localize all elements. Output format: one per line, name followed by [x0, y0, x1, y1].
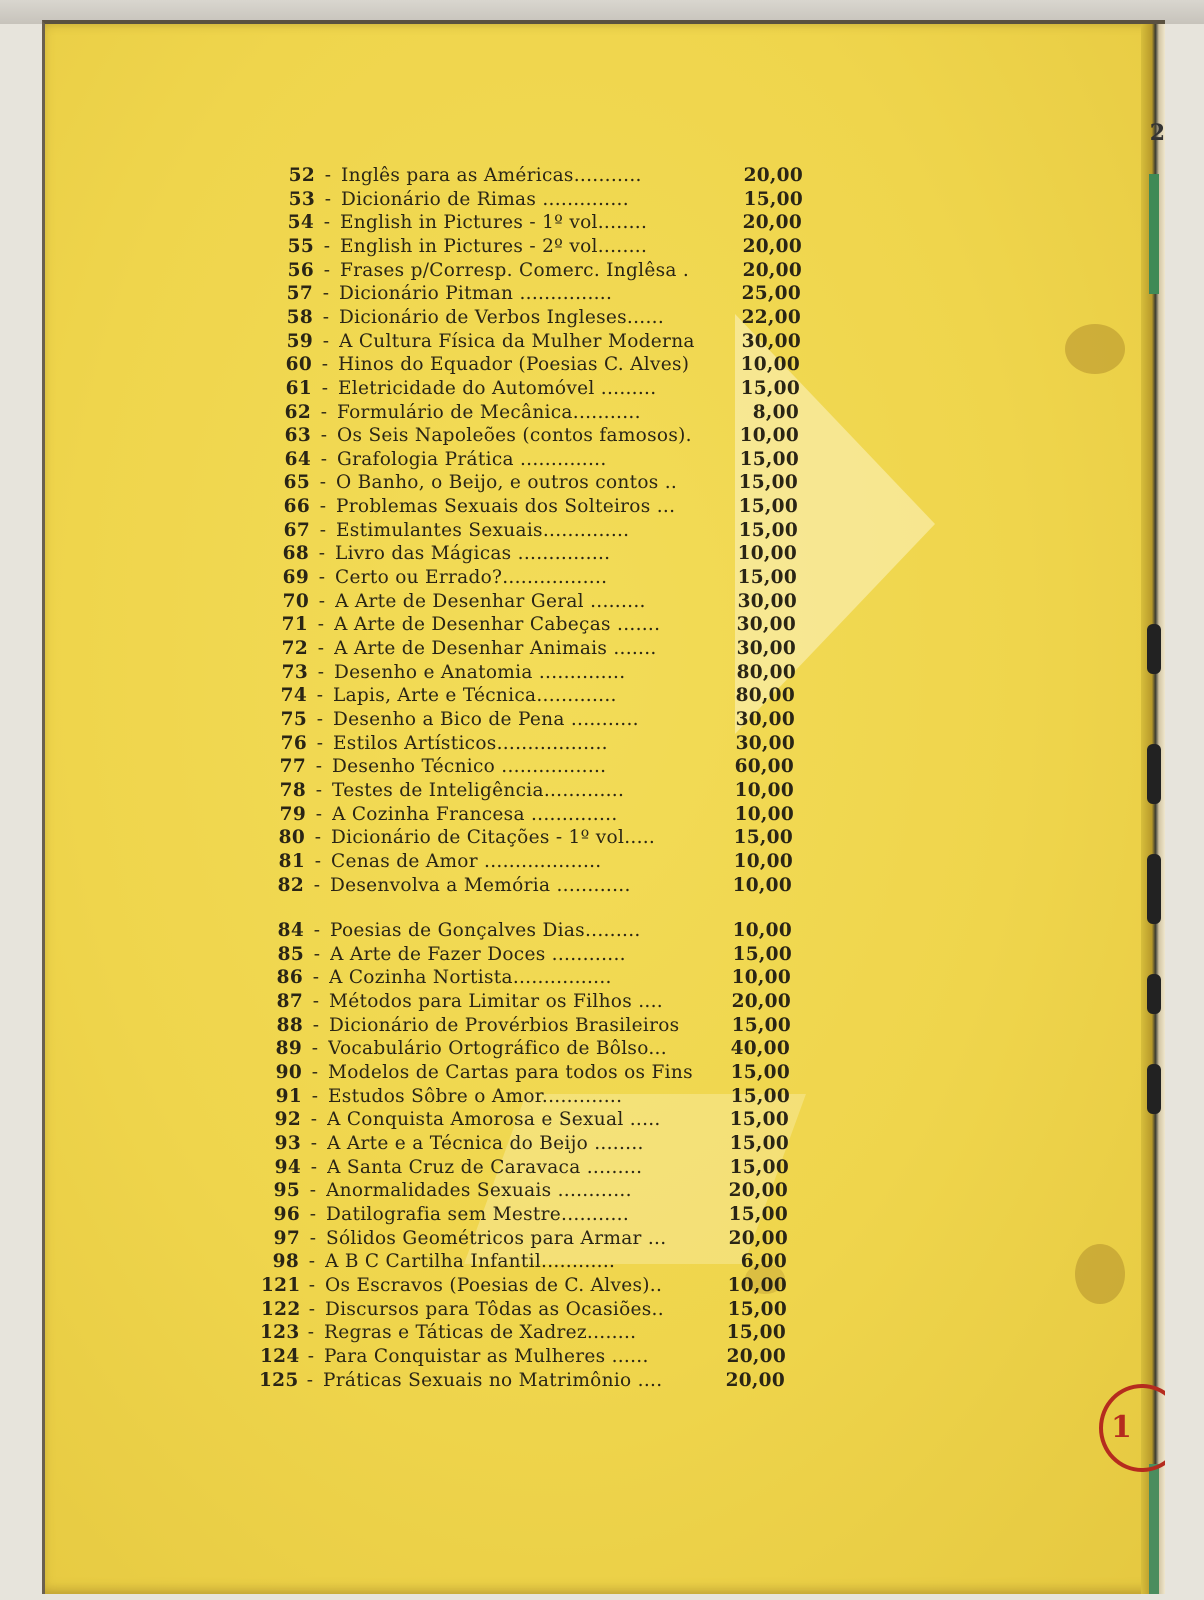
catalog-item	[266, 920, 792, 944]
catalog-item	[265, 967, 791, 991]
item-separator: -	[315, 803, 323, 825]
item-number: 96	[273, 1203, 300, 1225]
item-separator: -	[320, 425, 328, 447]
item-separator: -	[318, 543, 326, 565]
item-number: 84	[277, 920, 304, 942]
item-separator: -	[321, 377, 329, 399]
item-separator: -	[313, 943, 321, 965]
catalog-item	[269, 709, 795, 733]
catalog-item	[261, 1251, 787, 1275]
back-cover	[42, 20, 1165, 1594]
item-separator: -	[323, 212, 331, 234]
item-title: Anormalidades Sexuais ............	[326, 1180, 632, 1202]
item-separator: -	[324, 165, 332, 186]
item-price: 20,00	[742, 212, 802, 234]
item-separator: -	[310, 1109, 318, 1131]
item-number: 81	[278, 850, 305, 872]
item-price: 20,00	[742, 235, 802, 257]
item-price: 10,00	[739, 425, 799, 447]
item-title: Sólidos Geométricos para Armar ...	[326, 1227, 667, 1249]
item-title: Estilos Artísticos..................	[333, 732, 608, 754]
item-separator: -	[322, 330, 330, 352]
item-separator: -	[309, 1227, 317, 1249]
item-number: 55	[287, 235, 314, 257]
item-separator: -	[313, 920, 321, 942]
item-title: Grafologia Prática ..............	[337, 448, 607, 470]
item-separator: -	[313, 874, 321, 896]
item-separator: -	[318, 590, 326, 612]
item-separator: -	[310, 1156, 318, 1178]
item-number: 63	[284, 425, 311, 447]
item-number: 71	[281, 614, 308, 636]
item-number: 87	[276, 991, 303, 1013]
item-title: Datilografia sem Mestre...........	[326, 1203, 630, 1225]
item-price: 40,00	[730, 1038, 790, 1060]
item-price: 30,00	[736, 638, 796, 659]
item-price: 30,00	[741, 330, 801, 352]
item-separator: -	[308, 1298, 316, 1320]
side-page-mark: 2	[1149, 120, 1165, 146]
item-price: 20,00	[726, 1345, 786, 1367]
catalog-item	[264, 1038, 790, 1062]
item-title: Certo ou Errado?.................	[335, 567, 608, 589]
catalog-item	[276, 260, 802, 284]
item-separator: -	[322, 306, 330, 328]
item-number: 57	[286, 283, 313, 305]
item-price: 15,00	[729, 1109, 789, 1131]
item-title: A Cozinha Nortista................	[329, 967, 612, 989]
catalog-item	[274, 378, 800, 402]
item-price: 10,00	[732, 874, 792, 896]
item-price: 20,00	[743, 165, 803, 186]
catalog-item	[271, 567, 797, 591]
item-price: 15,00	[738, 472, 798, 494]
item-title: Estudos Sôbre o Amor.............	[328, 1085, 623, 1107]
item-price: 15,00	[739, 448, 799, 470]
item-number: 79	[279, 803, 306, 825]
catalog-item	[263, 1157, 789, 1181]
item-title: A B C Cartilha Infantil............	[325, 1251, 616, 1273]
item-number: 98	[272, 1251, 299, 1273]
item-price: 30,00	[735, 708, 795, 730]
item-price: 15,00	[743, 188, 803, 210]
item-price: 15,00	[740, 377, 800, 399]
item-separator: -	[306, 1369, 314, 1391]
item-number: 66	[283, 496, 310, 518]
item-separator: -	[319, 519, 327, 541]
item-separator: -	[317, 661, 325, 683]
item-number: 90	[275, 1062, 302, 1084]
catalog-item	[270, 614, 796, 638]
item-number: 68	[282, 543, 309, 565]
item-separator: -	[310, 1133, 318, 1154]
item-price: 10,00	[740, 354, 800, 376]
catalog-item	[276, 212, 802, 236]
item-title: Dicionário de Verbos Ingleses......	[339, 306, 665, 328]
stamp-text: 1	[1111, 1410, 1132, 1445]
item-separator: -	[324, 188, 332, 210]
item-price: 30,00	[736, 614, 796, 636]
item-title: A Arte e a Técnica do Beijo ........	[327, 1133, 644, 1154]
item-title: Estimulantes Sexuais..............	[336, 519, 630, 541]
catalog-item	[271, 543, 797, 567]
catalog-item	[260, 1346, 786, 1370]
item-price: 15,00	[728, 1203, 788, 1225]
item-number: 94	[274, 1156, 301, 1178]
catalog-item	[272, 496, 798, 520]
catalog-item	[274, 354, 800, 378]
catalog-item	[263, 1109, 789, 1133]
item-separator: -	[311, 1085, 319, 1107]
item-price: 22,00	[741, 306, 801, 328]
catalog-item	[266, 944, 792, 968]
item-separator: -	[311, 1038, 319, 1060]
item-price: 10,00	[731, 967, 791, 989]
item-title: Dicionário de Provérbios Brasileiros	[329, 1014, 680, 1036]
catalog-item	[265, 991, 791, 1015]
item-number: 62	[284, 401, 311, 423]
item-price: 15,00	[726, 1322, 786, 1344]
item-number: 61	[285, 377, 312, 399]
item-number: 80	[278, 827, 305, 849]
item-price: 20,00	[725, 1369, 785, 1391]
catalog-item	[268, 780, 794, 804]
item-separator: -	[323, 235, 331, 257]
item-separator: -	[316, 732, 324, 754]
catalog-item	[268, 804, 794, 828]
item-number: 97	[273, 1227, 300, 1249]
item-title: Regras e Táticas de Xadrez........	[324, 1322, 637, 1344]
item-separator: -	[317, 614, 325, 636]
item-number: 70	[282, 590, 309, 612]
item-title: Formulário de Mecânica...........	[337, 401, 641, 423]
item-separator: -	[311, 1062, 319, 1084]
item-title: Vocabulário Ortográfico de Bôlso...	[328, 1038, 667, 1060]
catalog-item	[273, 402, 799, 426]
item-title: A Arte de Fazer Doces ............	[330, 943, 626, 965]
item-price: 15,00	[730, 1085, 790, 1107]
item-price: 10,00	[737, 543, 797, 565]
item-price: 30,00	[735, 732, 795, 754]
item-title: Dicionário de Rimas ..............	[341, 188, 629, 210]
item-price: 10,00	[732, 920, 792, 942]
item-price: 15,00	[729, 1133, 789, 1154]
item-separator: -	[323, 259, 331, 281]
item-title: Modelos de Cartas para todos os Fins	[328, 1062, 693, 1084]
catalog-item	[277, 189, 803, 213]
item-separator: -	[314, 850, 322, 872]
item-title: Desenho e Anatomia ..............	[334, 661, 626, 683]
item-title: Os Seis Napoleões (contos famosos).	[337, 425, 692, 447]
item-separator: -	[307, 1345, 315, 1367]
item-title: A Arte de Desenhar Animais .......	[334, 638, 657, 659]
item-number: 91	[275, 1085, 302, 1107]
item-title: A Arte de Desenhar Geral .........	[335, 590, 646, 612]
item-number: 56	[287, 259, 314, 281]
item-number: 67	[283, 519, 310, 541]
item-separator: -	[315, 779, 323, 801]
item-price: 20,00	[728, 1227, 788, 1249]
catalog-item	[264, 1086, 790, 1110]
item-title: Discursos para Tôdas as Ocasiões..	[325, 1298, 664, 1320]
item-number: 65	[283, 472, 310, 494]
catalog-item	[268, 756, 794, 780]
item-title: Práticas Sexuais no Matrimônio ....	[323, 1369, 663, 1391]
item-title: Desenvolva a Memória ............	[330, 874, 631, 896]
catalog-item	[269, 685, 795, 709]
item-number: 88	[276, 1014, 303, 1036]
item-title: Cenas de Amor ...................	[331, 850, 602, 872]
item-price: 20,00	[742, 259, 802, 281]
item-price: 15,00	[738, 519, 798, 541]
item-separator: -	[308, 1274, 316, 1296]
catalog-item	[277, 165, 803, 189]
item-title: Lapis, Arte e Técnica.............	[333, 685, 617, 707]
item-number: 76	[280, 732, 307, 754]
item-title: Dicionário de Citações - 1º vol.....	[331, 827, 656, 849]
item-title: Testes de Inteligência.............	[332, 779, 625, 801]
item-price: 8,00	[752, 401, 799, 423]
item-number: 124	[260, 1345, 300, 1367]
item-price: 25,00	[741, 283, 801, 305]
item-title: Para Conquistar as Mulheres ......	[324, 1345, 649, 1367]
item-number: 59	[286, 330, 313, 352]
item-title: A Cultura Física da Mulher Moderna	[339, 330, 695, 352]
catalog-item	[266, 875, 792, 899]
item-separator: -	[321, 354, 329, 376]
catalog-item	[267, 827, 793, 851]
catalog-item	[262, 1180, 788, 1204]
item-price: 15,00	[730, 1062, 790, 1084]
item-title: Poesias de Gonçalves Dias.........	[330, 920, 641, 942]
catalog-item	[263, 1133, 789, 1157]
item-title: English in Pictures - 2º vol........	[340, 235, 648, 257]
item-price: 15,00	[727, 1298, 787, 1320]
item-number: 78	[279, 779, 306, 801]
catalog-item	[272, 472, 798, 496]
item-title: O Banho, o Beijo, e outros contos ..	[336, 472, 678, 494]
book-catalog-list	[45, 24, 1165, 1594]
item-title: Dicionário Pitman ...............	[339, 283, 613, 305]
item-number: 125	[259, 1369, 299, 1391]
item-separator: -	[312, 991, 320, 1013]
item-number: 64	[284, 448, 311, 470]
catalog-item	[270, 662, 796, 686]
item-number: 72	[281, 638, 308, 659]
item-title: Desenho a Bico de Pena ...........	[333, 708, 639, 730]
catalog-item	[272, 520, 798, 544]
item-number: 73	[281, 661, 308, 683]
item-number: 95	[273, 1180, 300, 1202]
item-price: 15,00	[732, 943, 792, 965]
item-number: 122	[261, 1298, 301, 1320]
catalog-item	[260, 1322, 786, 1346]
item-number: 60	[285, 354, 312, 376]
item-title: Os Escravos (Poesias de C. Alves)..	[325, 1274, 663, 1296]
item-title: Desenho Técnico .................	[332, 756, 607, 778]
catalog-item	[270, 638, 796, 662]
catalog-item	[265, 1015, 791, 1039]
item-separator: -	[314, 827, 322, 849]
item-number: 86	[276, 967, 303, 989]
item-separator: -	[319, 496, 327, 518]
item-separator: -	[320, 401, 328, 423]
catalog-item	[275, 307, 801, 331]
item-price: 20,00	[731, 991, 791, 1013]
item-title: A Cozinha Francesa ..............	[332, 803, 618, 825]
item-number: 75	[280, 708, 307, 730]
item-price: 20,00	[728, 1180, 788, 1202]
item-separator: -	[312, 1014, 320, 1036]
catalog-item	[271, 591, 797, 615]
catalog-item	[275, 283, 801, 307]
item-separator: -	[317, 638, 325, 659]
item-price: 15,00	[731, 1014, 791, 1036]
item-price: 80,00	[736, 661, 796, 683]
item-price: 10,00	[733, 850, 793, 872]
catalog-item	[262, 1228, 788, 1252]
item-price: 15,00	[733, 827, 793, 849]
item-title: A Conquista Amorosa e Sexual .....	[327, 1109, 661, 1131]
catalog-item	[275, 331, 801, 355]
catalog-item	[262, 1204, 788, 1228]
item-price: 80,00	[735, 685, 795, 707]
catalog-item	[273, 449, 799, 473]
item-price: 15,00	[737, 567, 797, 589]
item-number: 123	[260, 1322, 300, 1344]
item-price: 60,00	[734, 756, 794, 778]
item-title: Métodos para Limitar os Filhos ....	[329, 991, 663, 1013]
item-number: 93	[274, 1133, 301, 1154]
item-number: 53	[288, 188, 315, 210]
item-separator: -	[308, 1251, 316, 1273]
catalog-item	[267, 851, 793, 875]
item-number: 69	[282, 567, 309, 589]
item-number: 92	[274, 1109, 301, 1131]
item-price: 10,00	[734, 803, 794, 825]
item-price: 10,00	[734, 779, 794, 801]
catalog-item	[273, 425, 799, 449]
item-number: 58	[286, 306, 313, 328]
item-title: Livro das Mágicas ...............	[335, 543, 611, 565]
item-number: 85	[277, 943, 304, 965]
catalog-item	[276, 236, 802, 260]
item-title: Problemas Sexuais dos Solteiros ...	[336, 496, 676, 518]
item-separator: -	[309, 1180, 317, 1202]
item-separator: -	[318, 567, 326, 589]
item-title: A Arte de Desenhar Cabeças .......	[334, 614, 661, 636]
item-price: 6,00	[740, 1251, 787, 1273]
item-title: Eletricidade do Automóvel .........	[338, 377, 657, 399]
item-price: 30,00	[737, 590, 797, 612]
item-separator: -	[320, 448, 328, 470]
item-title: Frases p/Corresp. Comerc. Inglêsa .	[340, 259, 690, 281]
item-number: 54	[287, 212, 314, 234]
item-separator: -	[319, 472, 327, 494]
item-number: 89	[275, 1038, 302, 1060]
item-number: 77	[279, 756, 306, 778]
item-number: 82	[277, 874, 304, 896]
item-title: A Santa Cruz de Caravaca .........	[327, 1156, 643, 1178]
catalog-item	[269, 733, 795, 757]
item-separator: -	[312, 967, 320, 989]
item-number: 74	[280, 685, 307, 707]
catalog-item	[264, 1062, 790, 1086]
item-separator: -	[309, 1203, 317, 1225]
item-price: 15,00	[738, 496, 798, 518]
catalog-item	[261, 1299, 787, 1323]
item-price: 15,00	[729, 1156, 789, 1178]
catalog-item	[259, 1370, 785, 1394]
item-number: 52	[288, 165, 315, 186]
catalog-item	[261, 1275, 787, 1299]
item-price: 10,00	[727, 1274, 787, 1296]
item-title: Inglês para as Américas...........	[341, 165, 642, 186]
item-title: Hinos do Equador (Poesias C. Alves)	[338, 354, 690, 376]
item-separator: -	[315, 756, 323, 778]
item-separator: -	[307, 1322, 315, 1344]
item-separator: -	[322, 283, 330, 305]
item-number: 121	[261, 1274, 301, 1296]
item-separator: -	[316, 685, 324, 707]
item-title: English in Pictures - 1º vol........	[340, 212, 648, 234]
item-separator: -	[316, 708, 324, 730]
